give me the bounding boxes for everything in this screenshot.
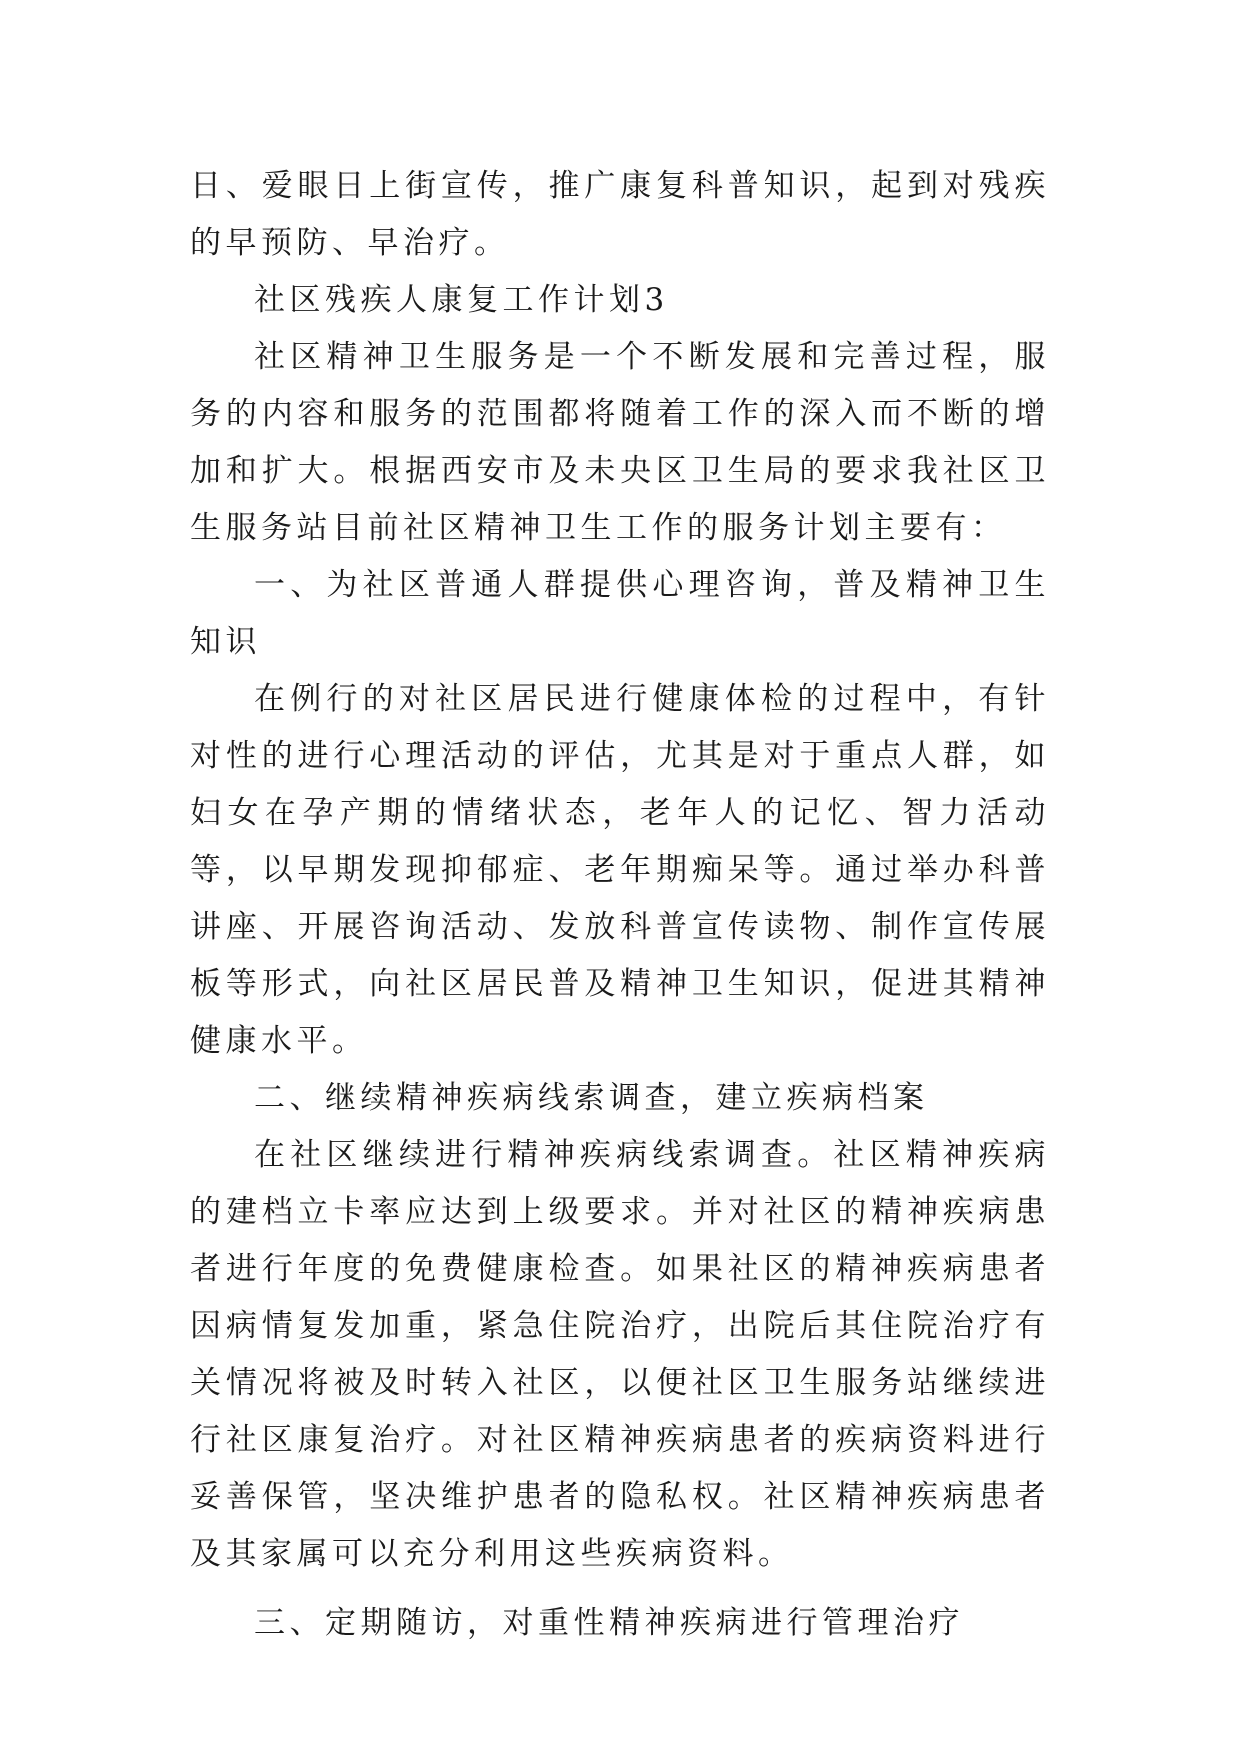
paragraph: 社区精神卫生服务是一个不断发展和完善过程，服务的内容和服务的范围都将随着工作的深入而不断的增加和扩大。根据西安市及未央区卫生局的要求我社区卫生服务站目前社区精神卫生工作的服务计划主要有： [190,339,1050,546]
section-heading-3: 三、定期随访，对重性精神疾病进行管理治疗 [254,1605,964,1641]
paragraph: 在社区继续进行精神疾病线索调查。社区精神疾病的建档立卡率应达到上级要求。并对社区的精神疾病患者进行年度的免费健康检查。如果社区的精神疾病患者因病情复发加重，紧急住院治疗，出院后其住院治疗有关情况将被及时转入社区，以便社区卫生服务站继续进行社区康复治疗。对社区精神疾病患者的疾病资料进行妥善保管，坚决维护患者的隐私权。社区精神疾病患者及其家属可以充分利用这些疾病资料。 [190,1137,1050,1572]
paragraph-continuation: 日、爱眼日上街宣传，推广康复科普知识，起到对残疾的早预防、早治疗。 [190,168,1050,261]
section-heading-1: 一、为社区普通人群提供心理咨询，普及精神卫生知识 [190,567,1050,660]
paragraph: 在例行的对社区居民进行健康体检的过程中，有针对性的进行心理活动的评估，尤其是对于重点人群，如妇女在孕产期的情绪状态，老年人的记忆、智力活动等，以早期发现抑郁症、老年期痴呆等。通过举办科普讲座、开展咨询活动、发放科普宣传读物、制作宣传展板等形式，向社区居民普及精神卫生知识，促进其精神健康水平。 [190,681,1050,1059]
document-body [190,158,1050,1652]
section-heading-2: 二、继续精神疾病线索调查，建立疾病档案 [254,1080,929,1116]
section-title: 社区残疾人康复工作计划3 [254,282,669,318]
